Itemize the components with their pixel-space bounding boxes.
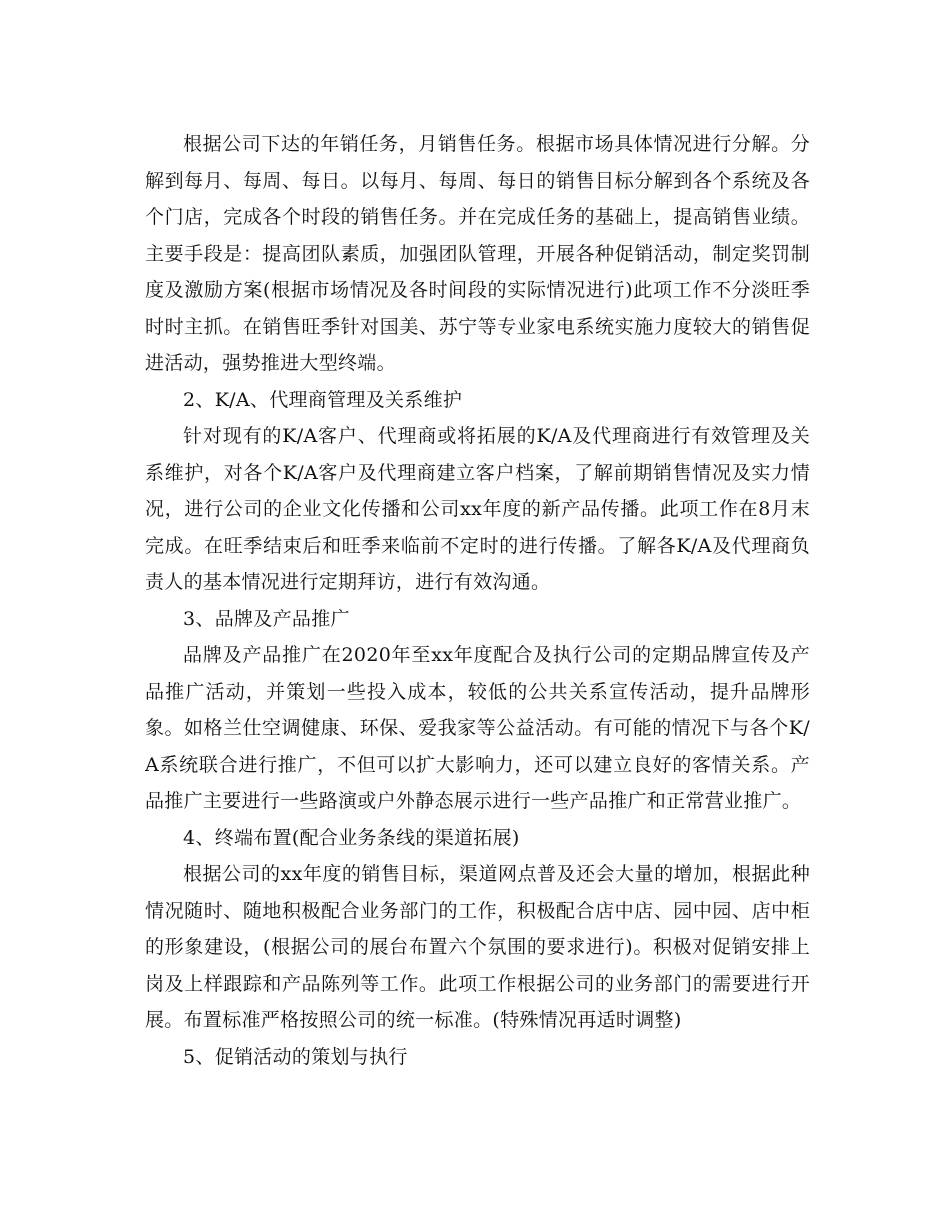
paragraph-sales-task-breakdown: 根据公司下达的年销任务，月销售任务。根据市场具体情况进行分解。分解到每月、每周、每日。以每月、每周、每日的销售目标分解到各个系统及各个门店，完成各个时段的销售任务。并在完成任务的基础上，提高销售业绩。主要手段是：提高团队素质，加强团队管理，开展各种促销活动，制定奖罚制度及激励方案(根据市场情况及各时间段的实际情况进行)此项工作不分淡旺季时时主抓。在销售旺季针对国美、苏宁等专业家电系统实施力度较大的销售促进活动，强势推进大型终端。	[145, 133, 810, 374]
section-heading-ka-agent-management: 2、K/A、代理商管理及关系维护	[183, 388, 463, 411]
section-heading-brand-promotion: 3、品牌及产品推广	[183, 607, 350, 630]
document-body	[145, 126, 810, 1075]
paragraph-brand-promotion: 品牌及产品推广在2020年至xx年度配合及执行公司的定期品牌宣传及产品推广活动，并策划一些投入成本，较低的公共关系宣传活动，提升品牌形象。如格兰仕空调健康、环保、爱我家等公益活动。有可能的情况下与各个K/A系统联合进行推广，不但可以扩大影响力，还可以建立良好的客情关系。产品推广主要进行一些路演或户外静态展示进行一些产品推广和正常营业推广。	[145, 644, 810, 812]
paragraph-ka-agent-management: 针对现有的K/A客户、代理商或将拓展的K/A及代理商进行有效管理及关系维护，对各个K/A客户及代理商建立客户档案，了解前期销售情况及实力情况，进行公司的企业文化传播和公司xx年度的新产品传播。此项工作在8月末完成。在旺季结束后和旺季来临前不定时的进行传播。了解各K/A及代理商负责人的基本情况进行定期拜访，进行有效沟通。	[145, 425, 810, 593]
section-heading-promotion-planning: 5、促销活动的策划与执行	[183, 1045, 408, 1068]
section-heading-terminal-layout: 4、终端布置(配合业务条线的渠道拓展)	[183, 826, 520, 849]
paragraph-terminal-layout: 根据公司的xx年度的销售目标，渠道网点普及还会大量的增加，根据此种情况随时、随地积极配合业务部门的工作，积极配合店中店、园中园、店中柜的形象建设，(根据公司的展台布置六个氛围的要求进行)。积极对促销安排上岗及上样跟踪和产品陈列等工作。此项工作根据公司的业务部门的需要进行开展。布置标准严格按照公司的统一标准。(特殊情况再适时调整)	[145, 863, 810, 1031]
